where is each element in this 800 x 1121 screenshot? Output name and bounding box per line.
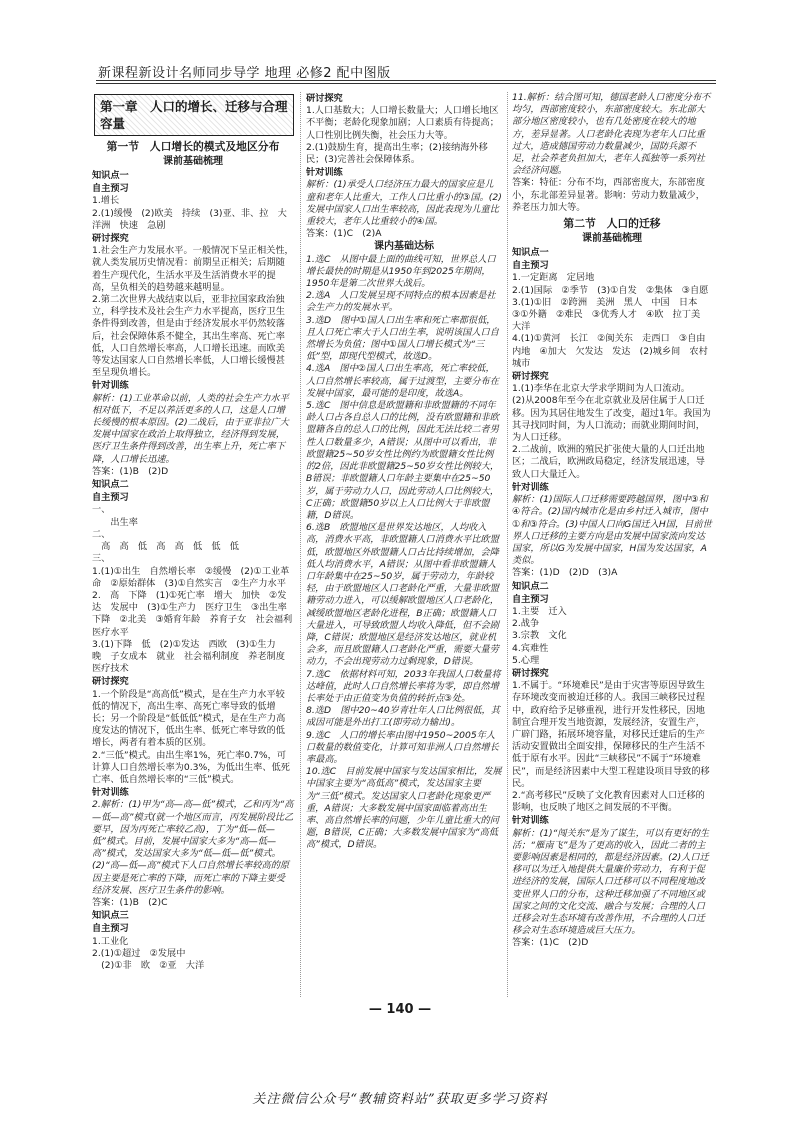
block-heading: 知识点一 bbox=[512, 247, 549, 259]
block-heading: 针对训练 bbox=[92, 380, 129, 392]
text-line: (2)①非 欧 ②亚 大洋 bbox=[92, 960, 205, 971]
text-line: 解析：(1)“闯关东”是为了谋生，可以有更好的生活；“雁南飞”是为了更高的收入，因此二者的主要影响因素是相同的，都是经济因素。(2)人口迁移可以为迁入地提供大量廉价劳动力，有利于促进经济的发展，国际人口迁移可以不同程度地改变世界人口的分布，这种迁移加强了不同地区或国家之间的文化交流、融合与发展；合理的人口迁移会对生态环境有改善作用，不合理的人口迁移会对生态环境造成巨大压力。 bbox=[512, 827, 710, 937]
block-heading: 自主预习 bbox=[92, 492, 129, 504]
section-title: 第一节 人口增长的模式及地区分布 bbox=[106, 140, 280, 153]
column-divider bbox=[300, 92, 301, 997]
block-heading: 针对训练 bbox=[306, 167, 343, 179]
text-line: 2.“三低”模式。由出生率1%，死亡率0.7%，可计算人口自然增长率为0.3%，为低出生率、低死亡率、低自然增长率的“三低”模式。 bbox=[92, 749, 290, 785]
text-line: 11.解析：结合图可知，德国老龄人口密度分布不均匀，西部密度较小，东部密度较大。东北部大部分地区密度较小，也有几处密度在较大的地方，差异显著。人口老龄化表现为老年人口比重过大，造成德国劳动力数量减少，国防兵源不足，社会养老负担加大，老年人孤独等一系列社会经济问题。 bbox=[512, 92, 711, 177]
text-line: 答案：特征：分布不均，西部密度大，东部密度小，东北部差异显著。影响：劳动力数量减少，养老压力加大等。 bbox=[512, 177, 705, 213]
text-line: 1.人口基数大；人口增长数量大；人口增长地区不平衡；老龄化现象加剧；人口素质有待提高；人口性别比例失衡，社会压力大等。 bbox=[306, 105, 499, 141]
text-line: 1.社会生产力发展水平。一般情况下呈正相关性，就人类发展历史情况看：前期呈正相关；后期随着生产现代化，生活水平及生活消费水平的提高，呈负相关的趋势越来越明显。 bbox=[92, 245, 294, 293]
text-line: 6.选B 欧盟地区是世界发达地区，人均收入高，消费水平高，非欧盟籍人口消费水平比欧盟低，欧盟地区外欧盟籍人口占比持续增加，会降低人均消费水平，A错误；从图中看非欧盟籍人口年龄集中在25~50岁，属于劳动力，年龄较轻，由于欧盟地区人口老龄化严重，大量非欧盟籍劳动力进入，可以缓解欧盟地区人口老龄化，减缓欧盟地区老龄化进程，B正确；欧盟籍人口大量进入，可导致欧盟人均收入降低，但不会剧降，C错误；欧盟地区是经济发达地区，就业机会多，而且欧盟籍人口老龄化严重，需要大量劳动力，不会出现劳动力过剩现象，D错误。 bbox=[306, 522, 499, 668]
text-line: 5.心理 bbox=[512, 654, 540, 666]
block-heading: 知识点二 bbox=[92, 479, 129, 491]
text-block bbox=[512, 247, 717, 950]
text-line: 1.选C 从图中最上面的曲线可知，世界总人口增长最快的时期是从1950年到2025年期间，1950年是第二次世界大战后。 bbox=[306, 253, 496, 290]
section-title: 第二节 人口的迁移 bbox=[563, 217, 661, 231]
page-number: — 140 — bbox=[368, 1002, 432, 1017]
text-line: 答案：(1)B (2)D bbox=[92, 465, 169, 477]
subsection-title: 课前基础梳理 bbox=[163, 156, 223, 167]
text-line: 4.选A 图中②国人口出生率高，死亡率较低，人口自然增长率较高，属于过渡型，主要分布在发展中国家，最可能的是印度，故选A。 bbox=[306, 363, 499, 399]
text-line: 2. 高 下降 (1)①死亡率 增大 加快 ②发达 发展中 (3)①生产力 医疗卫生 ③出生率 下降 ②北美 ③婚育年龄 养育子女 社会福利 医疗水平 bbox=[92, 589, 302, 638]
text-line: 二、 bbox=[92, 528, 111, 540]
text-line: 解析：(1)工业革命以前，人类的社会生产力水平相对低下，不足以养活更多的人口，这是人口增长缓慢的根本原因。(2)二战后，由于亚非拉广大发展中国家在政治上取得独立，经济得到发展，医疗卫生条件得到改善，出生率上升，死亡率下降，人口增长迅速。 bbox=[92, 392, 289, 465]
text-line: 1.一定距离 定居地 bbox=[512, 272, 595, 284]
text-line: 出生率 bbox=[92, 516, 138, 528]
text-line: 答案：(1)C (2)D bbox=[512, 937, 589, 949]
text-line: 2.(1)①超过 ②发展中 bbox=[92, 947, 186, 959]
block-heading: 自主预习 bbox=[92, 923, 129, 935]
text-line: (2)从2008年至今在北京就业及居住属于人口迁移。因为其居住地发生了改变，超过1年。我国为其寻找同时间，为人口流动；而就业期间时间，为人口迁移。 bbox=[512, 395, 711, 444]
block-heading: 针对训练 bbox=[512, 815, 549, 827]
text-line: 解析：(1)承受人口经济压力最大的国家应是儿童和老年人比重大，工作人口比重小的③国。(2)发展中国家人口出生率较高，因此表现为儿童比重较大，老年人比重较小的④国。 bbox=[306, 179, 502, 228]
block-heading: 自主预习 bbox=[512, 260, 549, 272]
block-heading: 知识点二 bbox=[512, 580, 549, 592]
text-line: 3.(1)下降 低 (2)①发达 西欧 (3)①生力 晚 子女成本 就业 社会福利制度 养老制度 医疗技术 bbox=[92, 638, 295, 675]
block-heading: 研讨探究 bbox=[512, 371, 549, 383]
block-heading: 研讨探究 bbox=[512, 667, 549, 679]
text-block bbox=[512, 92, 712, 214]
text-block bbox=[92, 170, 302, 972]
text-block bbox=[306, 93, 502, 852]
text-line: 三、 bbox=[92, 553, 111, 565]
text-line: 9.选C 人口的增长率由图中1950~2005年人口数量的数值变化，计算可知非洲人口自然增长率最高。 bbox=[306, 729, 499, 765]
block-heading: 针对训练 bbox=[92, 787, 129, 799]
text-line: 3.宗教 文化 bbox=[512, 630, 567, 642]
text-line: 1.(1)李华在北京大学求学期间为人口流动。 bbox=[512, 383, 690, 395]
header-rule bbox=[96, 80, 716, 81]
chapter-title: 第一章 人口的增长、迁移与合理容量 bbox=[94, 94, 294, 136]
text-line: 3.选D 图中①国人口出生率和死亡率都很低，且人口死亡率大于人口出生率，说明该国人口自然增长为负值；图中①国人口增长模式为“三低”型，即现代型模式，故选D。 bbox=[306, 314, 499, 363]
block-heading: 研讨探究 bbox=[306, 93, 343, 104]
text-line: 答案：(1)D (2)D (3)A bbox=[512, 567, 618, 579]
text-line: 1.不属于。“环境难民”是由于灾害等原因导致生存环境改变而被迫迁移的人。我国三峡移民过程中，政府给予足够重视，进行开发性移民，因地制宜合理开发当地资源，发展经济，安置生产，广辟门路，拓展环境容量，对移民迁建后的生产活动安置做出全面安排，保障移民的生产生活不低于原有水平。因此“三峡移民”不属于“环境难民”，而是经济因素中大型工程建设项目导致的移民。 bbox=[512, 680, 710, 789]
text-line: 答案：(1)B (2)C bbox=[92, 896, 168, 908]
text-line: 1.增长 bbox=[92, 195, 120, 207]
text-line: 3.(1)①旧 ②跨洲 美洲 黑人 中国 日本 ③①外籍 ②难民 ③优秀人才 ④欧 拉丁美 大洋 bbox=[512, 296, 710, 333]
block-heading: 针对训练 bbox=[512, 481, 549, 493]
text-line: 8.选D 图中20~40岁青壮年人口比例很低，其成因可能是外出打工(即劳动力输出)。 bbox=[306, 705, 500, 729]
text-line: 答案：(1)C (2)A bbox=[306, 228, 382, 240]
block-heading: 研讨探究 bbox=[92, 233, 129, 245]
running-header: 新课程新设计名师同步导学 地理 必修2 配中图版 bbox=[98, 66, 391, 81]
block-heading: 课内基础达标 bbox=[374, 241, 434, 253]
text-line: 1.一个阶段是“高高低”模式，是在生产力水平较低的情况下，高出生率、高死亡率导致的低增长；另一个阶段是“低低低”模式，是在生产力高度发达的情况下，低出生率、低死亡率导致的低增长，两者有着本质的区别。 bbox=[92, 688, 286, 749]
column-left bbox=[92, 92, 302, 997]
text-line: 7.选C 依据材料可知，2033年我国人口数量将达峰值，此时人口自然增长率将为零，即自然增长率处于由正值变为负值的转折点③处。 bbox=[306, 668, 501, 704]
column-right bbox=[512, 92, 717, 997]
text-line: 2.(1)缓慢 (2)欧美 持续 (3)亚、非、拉 大洋洲 快速 急剧 bbox=[92, 207, 287, 231]
block-heading: 自主预习 bbox=[92, 183, 129, 195]
footer-note: 关注微信公众号“教辅资料站”获取更多学习资料 bbox=[252, 1092, 548, 1107]
block-heading: 知识点一 bbox=[92, 170, 129, 181]
subsection-title: 课前基础梳理 bbox=[582, 233, 642, 245]
text-line: 1.工业化 bbox=[92, 935, 129, 947]
text-line: 解析：(1)国际人口迁移需要跨越国界，图中③和④符合。(2)国内城市化是由乡村迁入城市，图中①和③符合。(3)中国人口向G国迁入H国，目前世界人口迁移的主要方向是由发展中国家流向发达国家，所以G为发展中国家，H国为发达国家，A类似。 bbox=[512, 494, 712, 567]
text-line: 10.选C 目前发展中国家与发达国家相比，发展中国家主要为“高低高”模式，发达国家主要为“三低”模式。发达国家人口老龄化现象更严重，A错误；大多数发展中国家面临着高出生率、高自然增长率的问题，少年儿童比重大的问题，B错误，C正确；大多数发展中国家为“高低高”模式，D错误。 bbox=[306, 766, 502, 851]
header-rule-double bbox=[96, 83, 716, 84]
text-line: 4.宾难性 bbox=[512, 642, 549, 654]
block-heading: 知识点三 bbox=[92, 910, 129, 922]
text-line: 高 高 低 高 高 低 低 低 bbox=[92, 541, 239, 553]
block-heading: 自主预习 bbox=[512, 593, 549, 605]
column-divider bbox=[507, 92, 508, 997]
text-line: 1.(1)①出生 自然增长率 ②缓慢 (2)①工业革命 ②原始群体 (3)①自然实言 ②生产力水平 bbox=[92, 565, 290, 589]
text-line: 2.解析：(1)甲为“高—高—低”模式，乙和丙为“高—低—高”模式(就一个地区而言，丙发展阶段比乙要早，因为丙死亡率较乙高)，丁为“低—低—低”模式。目前，发展中国家大多为“高—低—高”模式，发达国家大多为“低—低—低”模式。(2)“高—低—高”模式下人口自然增长率较高的原因主要是死亡率的下降，而死亡率的下降主要受经济发展、医疗卫生条件的影响。 bbox=[92, 799, 294, 896]
text-line: 2.选A 人口发展呈现不同特点的根本因素是社会生产力的发展水平。 bbox=[306, 290, 496, 314]
text-line: 2.“高考移民”反映了文化教育因素对人口迁移的影响，也反映了地区之间发展的不平衡。 bbox=[512, 789, 705, 814]
text-line: 2.第二次世界大战结束以后，亚非拉国家政治独立，科学技术及社会生产力水平提高，医疗卫生条件得到改善，但是由于经济发展水平仍然较落后，社会保障体系不健全，其出生率高、死亡率低，人口自然增长率高，人口增长迅速。而欧美等发达国家人口自然增长率低，人口增长缓慢甚至呈现负增长。 bbox=[92, 294, 285, 379]
text-line: 4.(1)①黄河 长江 ②闽关东 走西口 ③自由 内地 ④加大 欠发达 发达 (2)城乡间 农村 城市 bbox=[512, 333, 717, 369]
text-line: 5.选C 图中信息是欧盟籍和非欧盟籍的不同年龄人口占各自总人口的比例，没有欧盟籍和非欧盟籍各自的总人口的比例，因此无法比较二者男性人口数量多少，A错误；从图中可以看出，非欧盟籍25~50岁女性比例约为欧盟籍女性比例的2倍，因此非欧盟籍25~50岁女性比例较大，B错误；非欧盟籍人口年龄主要集中在25~50岁，属于劳动力人口，因此劳动人口比例较大，C正确；欧盟籍50岁以上人口比例大于非欧盟籍，D错误。 bbox=[306, 400, 500, 521]
text-line: 2.二战前，欧洲的殖民扩张使大量的人口迁出地区；二战后，欧洲政局稳定，经济发展迅速，导致人口大量迁入。 bbox=[512, 444, 705, 480]
block-heading: 研讨探究 bbox=[92, 676, 129, 688]
text-line: 2.战争 bbox=[512, 618, 540, 630]
text-line: 1.主要 迁入 bbox=[512, 605, 567, 617]
text-line: 一、 bbox=[92, 504, 111, 516]
column-middle bbox=[306, 92, 502, 997]
text-line: 2.(1)鼓励生育，提高出生率；(2)接纳海外移民；(3)完善社会保障体系。 bbox=[306, 141, 488, 166]
text-line: 2.(1)国际 ②季节 (3)①自发 ②集体 ③自愿 bbox=[512, 284, 709, 296]
